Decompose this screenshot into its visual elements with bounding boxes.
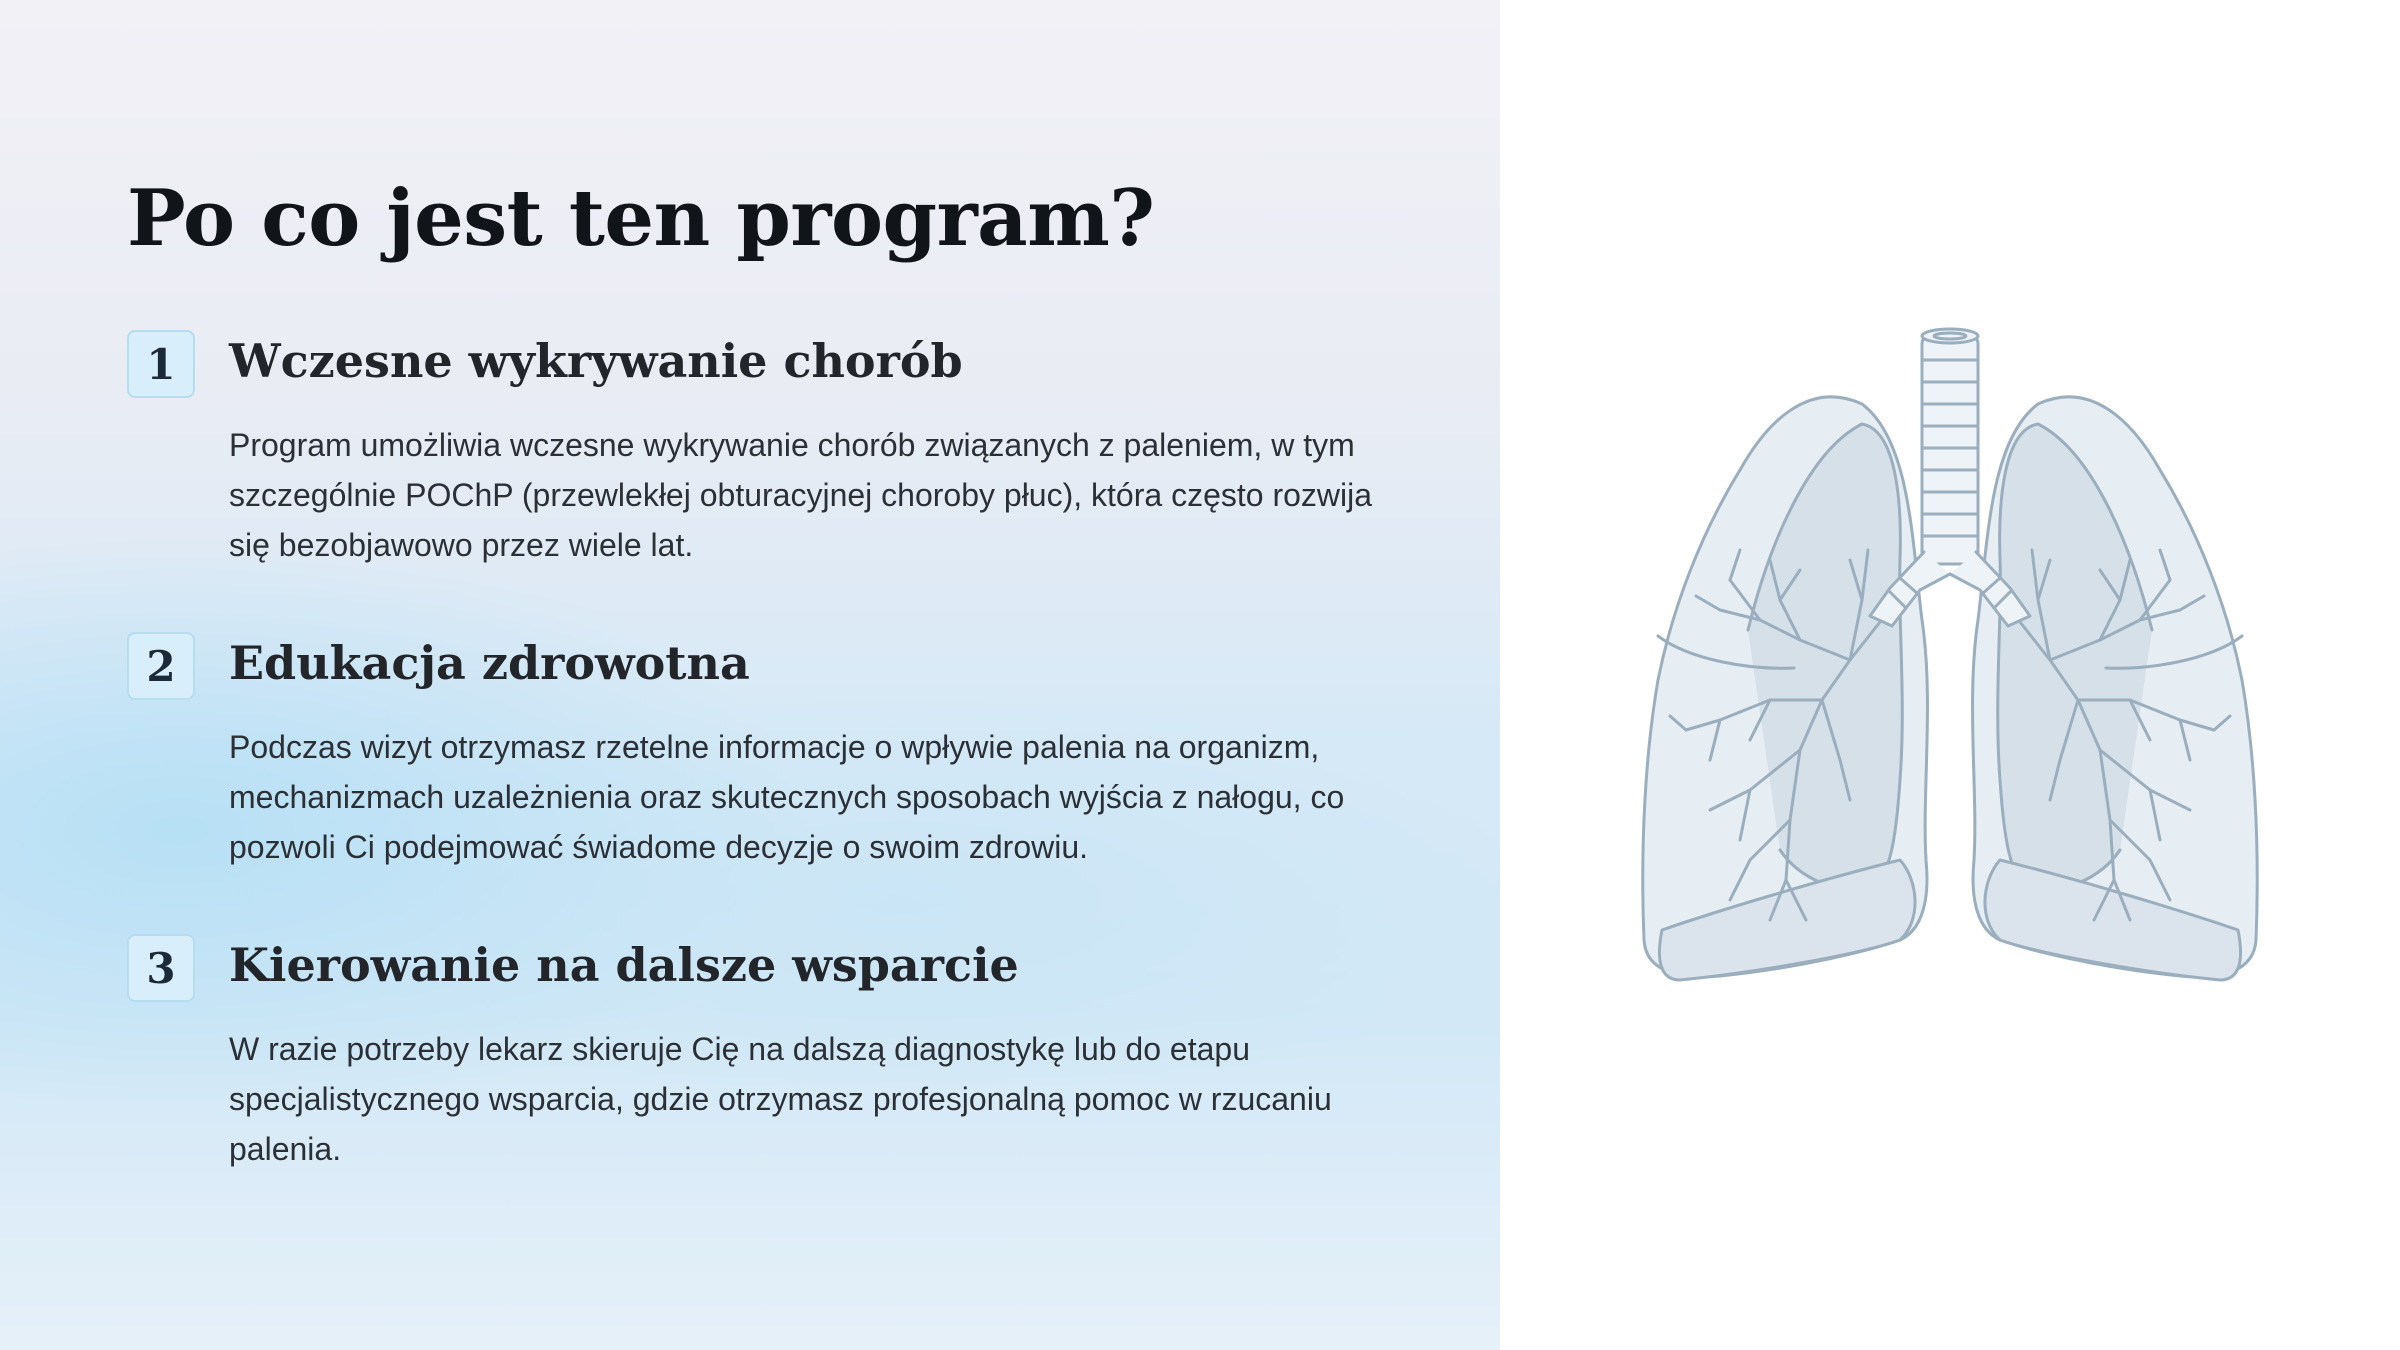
slide-title: Po co jest ten program? <box>127 173 1155 264</box>
number-badge-1: 1 <box>127 330 195 398</box>
item-heading-2: Edukacja zdrowotna <box>229 636 750 690</box>
item-text-2: Podczas wizyt otrzymasz rzetelne informacje o wpływie palenia na organizm, mechanizmach uzależnienia oraz skutecznych sposobach wyjścia z nałogu, co pozwoli Ci podejmować świadome decyzje o swoim zdrowiu. <box>229 729 1345 865</box>
lungs-illustration-icon <box>1600 320 2300 1000</box>
item-text-3: W razie potrzeby lekarz skieruje Cię na dalszą diagnostykę lub do etapu specjalistycznego wsparcia, gdzie otrzymasz profesjonalną pomoc w rzucaniu palenia. <box>229 1031 1332 1167</box>
item-heading-3: Kierowanie na dalsze wsparcie <box>229 938 1019 992</box>
number-badge-3: 3 <box>127 934 195 1002</box>
number-badge-2: 2 <box>127 632 195 700</box>
item-text-1: Program umożliwia wczesne wykrywanie chorób związanych z paleniem, w tym szczególnie POChP (przewlekłej obturacyjnej choroby płuc), która często rozwija się bezobjawowo przez wiele lat. <box>229 427 1373 563</box>
item-heading-1: Wczesne wykrywanie chorób <box>229 334 963 388</box>
